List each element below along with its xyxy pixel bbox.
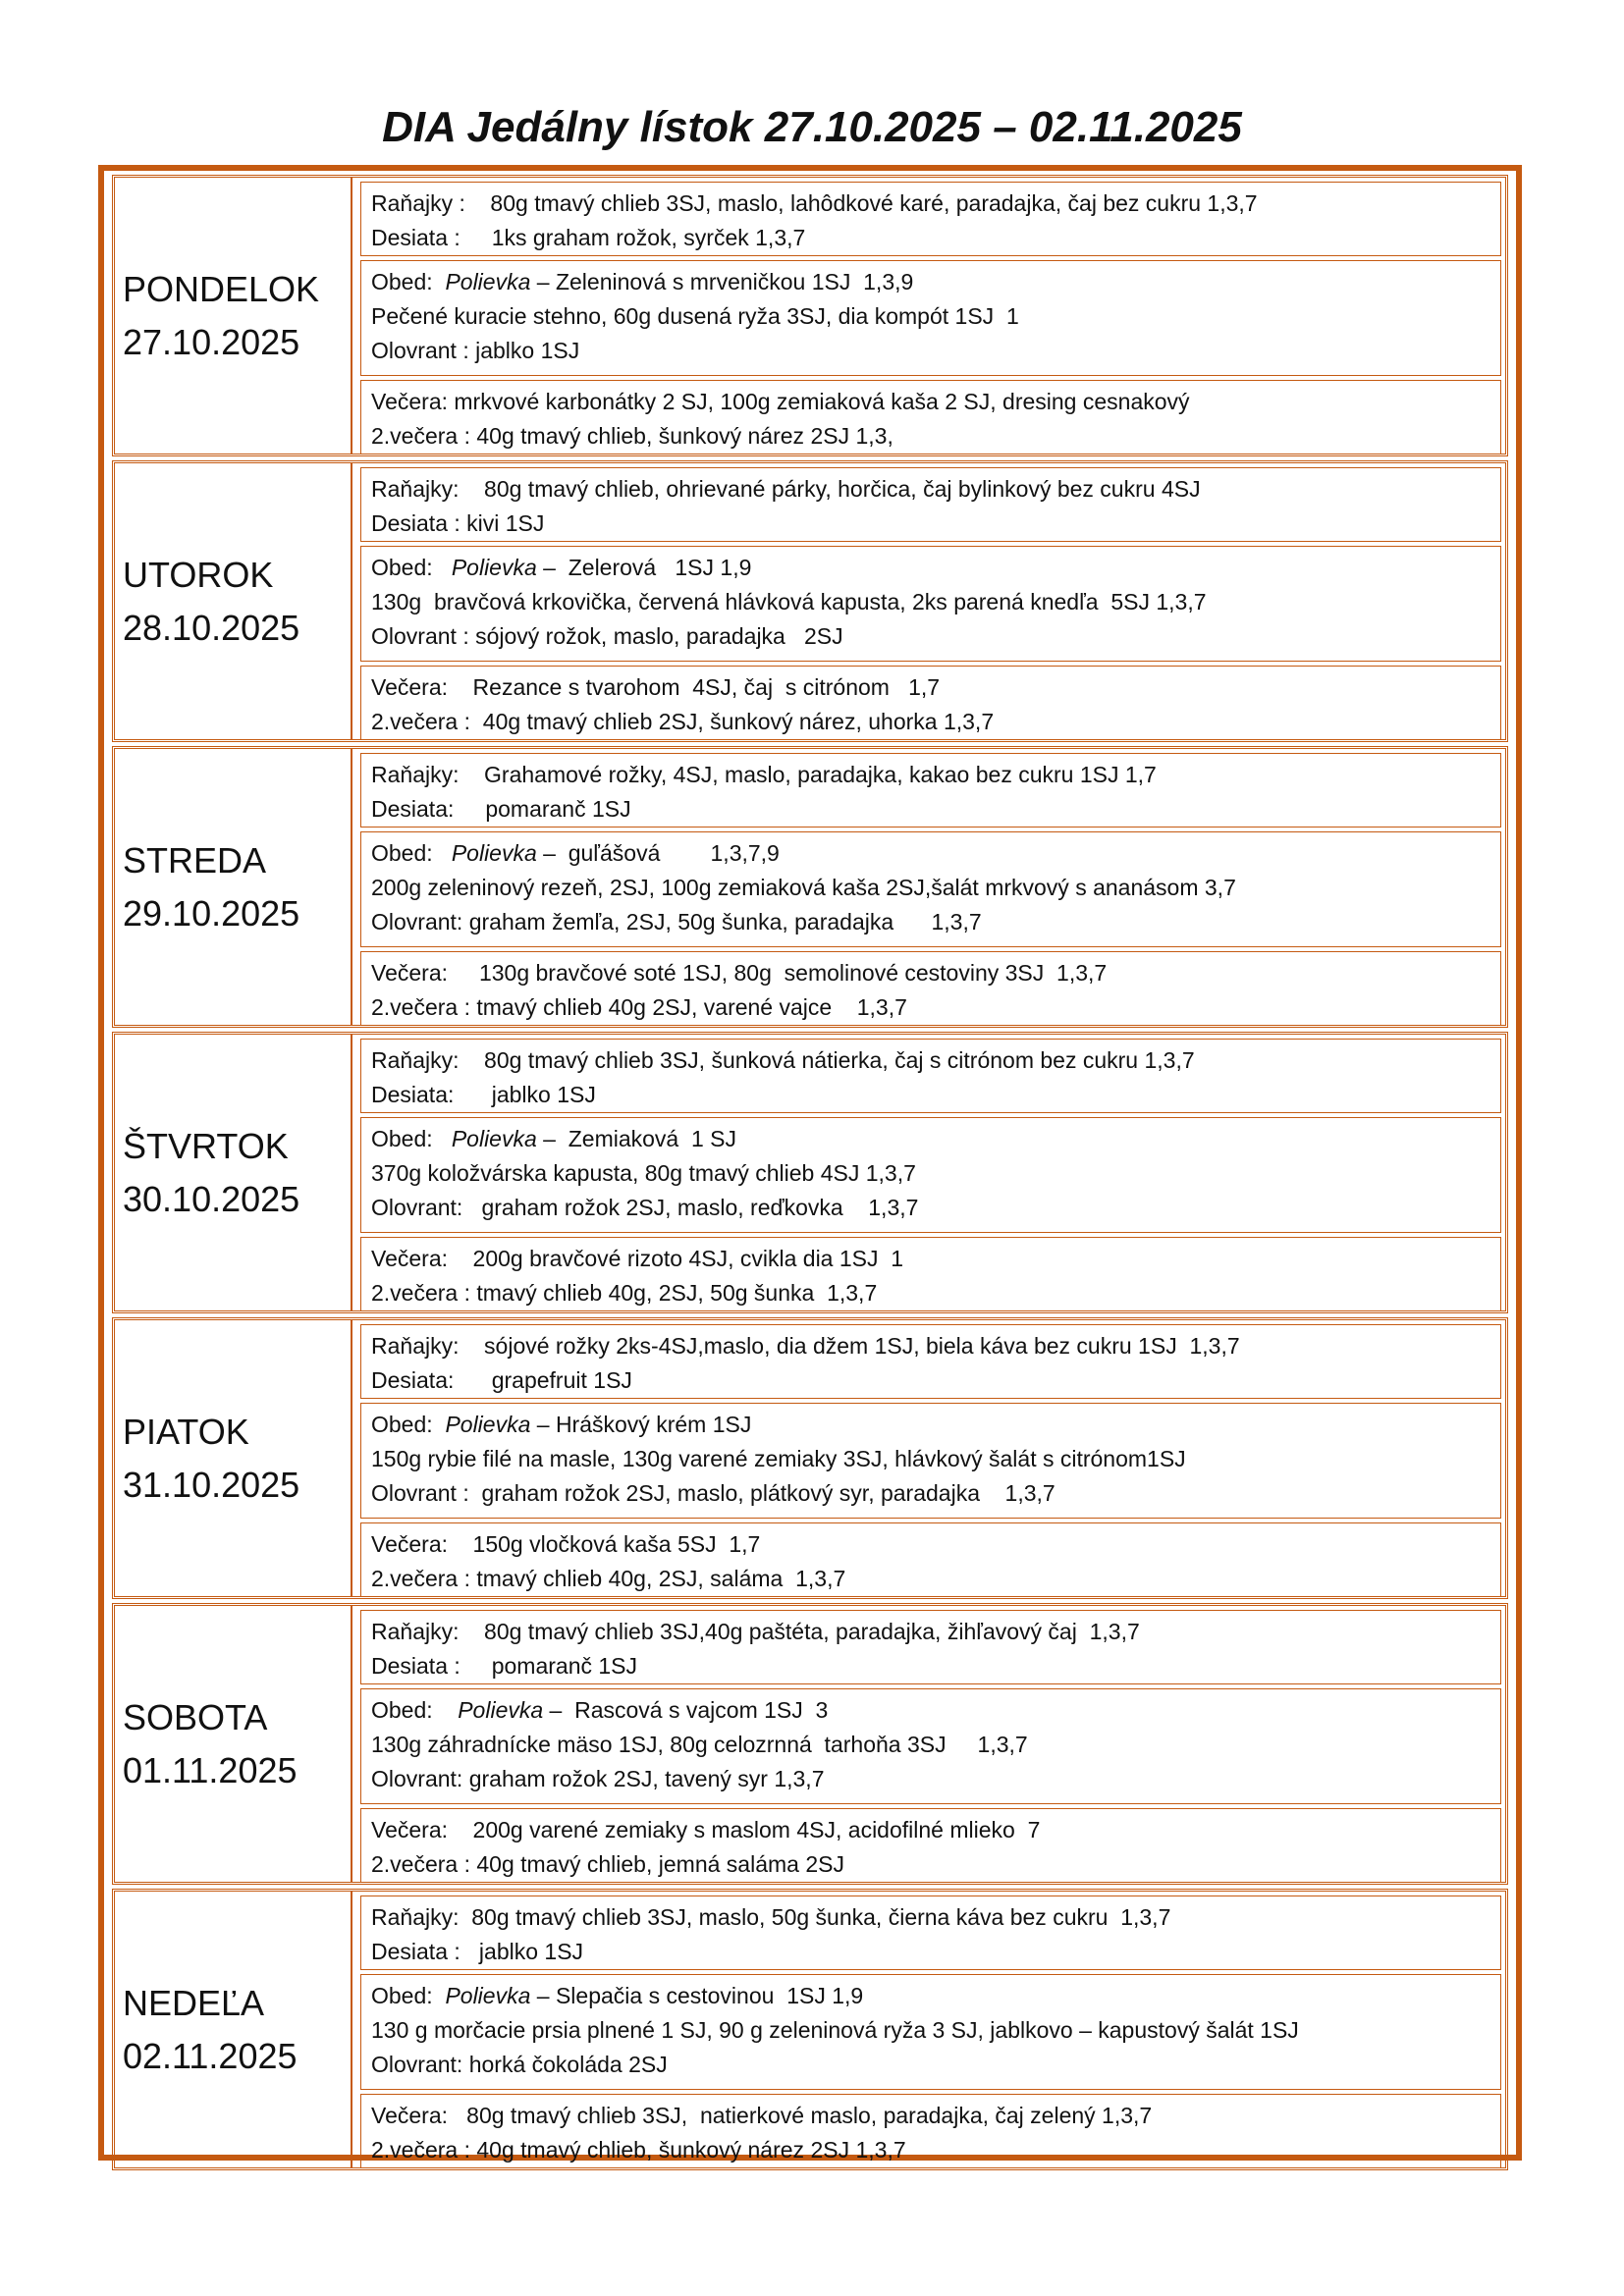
day-date: 27.10.2025 [123,321,300,362]
soup-name: – Zelerová 1SJ 1,9 [536,555,752,580]
day-date: 28.10.2025 [123,607,300,648]
lunch-soup-line [371,551,1490,585]
menu-title: DIA Jedálny lístok 27.10.2025 – 02.11.2025 [382,103,1242,151]
day-meals [356,1035,1505,1310]
lunch-prefix: Obed: [371,840,452,866]
meal-section [360,380,1501,454]
soup-name: – Slepačia s cestovinou 1SJ 1,9 [530,1983,864,2008]
day-block [112,1317,1508,1599]
snack-line: Desiata : jablko 1SJ [371,1939,584,1964]
day-date: 01.11.2025 [123,1749,298,1790]
day-meals [356,1892,1505,2167]
meal-section [360,546,1501,662]
meal-section [360,260,1501,376]
lunch-soup-line [371,1408,1490,1442]
lunch-prefix: Obed: [371,1983,446,2008]
second-dinner-line: 2.večera : 40g tmavý chlieb, šunkový nárez 2SJ 1,3,7 [371,2137,906,2163]
snack-line: Desiata : kivi 1SJ [371,510,545,536]
snack-line: Olovrant : sójový rožok, maslo, paradajka 2SJ [371,623,843,649]
snack-line: Olovrant: graham rožok 2SJ, maslo, reďkovka 1,3,7 [371,1195,919,1220]
lunch-main-course: 130 g morčacie prsia plnené 1 SJ, 90 g zeleninová ryža 3 SJ, jablkovo – kapustový šalát 1SJ [371,2017,1299,2043]
breakfast-line: Raňajky: 80g tmavý chlieb, ohrievané párky, horčica, čaj bylinkový bez cukru 4SJ [371,476,1201,502]
lunch-main-course: 200g zeleninový rezeň, 2SJ, 100g zemiaková kaša 2SJ,šalát mrkvový s ananásom 3,7 [371,875,1236,900]
meal-section [360,1974,1501,2090]
day-name: NEDEĽA [123,1982,265,2023]
snack-line: Olovrant: graham žemľa, 2SJ, 50g šunka, paradajka 1,3,7 [371,909,982,934]
snack-line: Olovrant: horká čokoláda 2SJ [371,2052,668,2077]
meal-section [360,1688,1501,1804]
second-dinner-line: 2.večera : tmavý chlieb 40g, 2SJ, 50g šunka 1,3,7 [371,1280,878,1306]
meal-section [360,1117,1501,1233]
soup-label: Polievka [445,1412,531,1437]
snack-line: Desiata: grapefruit 1SJ [371,1367,632,1393]
soup-label: Polievka [445,269,531,294]
meal-section [360,1324,1501,1399]
lunch-prefix: Obed: [371,555,452,580]
meal-section [360,1403,1501,1519]
soup-name: – Rascová s vajcom 1SJ 3 [543,1697,829,1723]
meal-section [360,1522,1501,1597]
dinner-line: Večera: 130g bravčové soté 1SJ, 80g semolinové cestoviny 3SJ 1,3,7 [371,960,1108,986]
meal-section [360,951,1501,1026]
dinner-line: Večera: Rezance s tvarohom 4SJ, čaj s citrónom 1,7 [371,674,941,700]
dinner-line: Večera: 200g bravčové rizoto 4SJ, cvikla dia 1SJ 1 [371,1246,904,1271]
lunch-prefix: Obed: [371,1412,446,1437]
soup-label: Polievka [445,1983,531,2008]
meal-section [360,1896,1501,1970]
soup-name: – Zeleninová s mrveničkou 1SJ 1,3,9 [530,269,914,294]
day-label [115,1035,352,1310]
day-date: 02.11.2025 [123,2035,298,2076]
soup-name: – Zemiaková 1 SJ [536,1126,737,1151]
breakfast-line: Raňajky: 80g tmavý chlieb 3SJ, šunková nátierka, čaj s citrónom bez cukru 1,3,7 [371,1047,1195,1073]
lunch-prefix: Obed: [371,1126,452,1151]
meal-section [360,831,1501,947]
second-dinner-line: 2.večera : 40g tmavý chlieb 2SJ, šunkový nárez, uhorka 1,3,7 [371,709,995,734]
meal-section [360,2094,1501,2168]
day-date: 30.10.2025 [123,1178,300,1219]
second-dinner-line: 2.večera : 40g tmavý chlieb, jemná saláma 2SJ [371,1851,844,1877]
breakfast-line: Raňajky: sójové rožky 2ks-4SJ,maslo, dia džem 1SJ, biela káva bez cukru 1SJ 1,3,7 [371,1333,1240,1359]
snack-line: Desiata: jablko 1SJ [371,1082,596,1107]
dinner-line: Večera: 80g tmavý chlieb 3SJ, natierkové maslo, paradajka, čaj zelený 1,3,7 [371,2103,1153,2128]
day-meals [356,1320,1505,1596]
snack-line: Olovrant : jablko 1SJ [371,338,580,363]
lunch-soup-line [371,1979,1490,2013]
day-block [112,1032,1508,1313]
day-label [115,1892,352,2167]
dinner-line: Večera: mrkvové karbonátky 2 SJ, 100g zemiaková kaša 2 SJ, dresing cesnakový [371,389,1190,414]
breakfast-line: Raňajky: 80g tmavý chlieb 3SJ,40g paštéta, paradajka, žihľavový čaj 1,3,7 [371,1619,1140,1644]
day-name: SOBOTA [123,1696,268,1737]
second-dinner-line: 2.večera : tmavý chlieb 40g, 2SJ, saláma 1,3,7 [371,1566,846,1591]
day-meals [356,178,1505,454]
day-name: PIATOK [123,1411,249,1452]
day-name: STREDA [123,839,267,881]
lunch-soup-line [371,836,1490,871]
day-label [115,463,352,739]
soup-name: – Hráškový krém 1SJ [530,1412,752,1437]
meal-section [360,1237,1501,1311]
second-dinner-line: 2.večera : tmavý chlieb 40g 2SJ, varené vajce 1,3,7 [371,994,907,1020]
dinner-line: Večera: 200g varené zemiaky s maslom 4SJ, acidofilné mlieko 7 [371,1817,1041,1842]
day-label [115,1320,352,1596]
day-label [115,178,352,454]
meal-section [360,467,1501,542]
breakfast-line: Raňajky: Grahamové rožky, 4SJ, maslo, paradajka, kakao bez cukru 1SJ 1,7 [371,762,1157,787]
day-name: UTOROK [123,554,274,595]
second-dinner-line: 2.večera : 40g tmavý chlieb, šunkový nárez 2SJ 1,3, [371,423,893,449]
soup-label: Polievka [451,555,537,580]
meal-section [360,753,1501,828]
day-block [112,175,1508,456]
snack-line: Olovrant: graham rožok 2SJ, tavený syr 1,3,7 [371,1766,825,1791]
meal-section [360,182,1501,256]
day-label [115,1606,352,1882]
day-meals [356,1606,1505,1882]
menu-table [98,165,1522,2161]
lunch-main-course: 370g koložvárska kapusta, 80g tmavý chlieb 4SJ 1,3,7 [371,1160,916,1186]
day-label [115,749,352,1025]
day-block [112,460,1508,742]
soup-label: Polievka [458,1697,544,1723]
meal-section [360,1808,1501,1883]
snack-line: Olovrant : graham rožok 2SJ, maslo, plátkový syr, paradajka 1,3,7 [371,1480,1056,1506]
day-meals [356,749,1505,1025]
lunch-main-course: 150g rybie filé na masle, 130g varené zemiaky 3SJ, hlávkový šalát s citrónom1SJ [371,1446,1186,1471]
day-block [112,1889,1508,2170]
lunch-soup-line [371,1122,1490,1156]
day-date: 29.10.2025 [123,892,300,934]
breakfast-line: Raňajky: 80g tmavý chlieb 3SJ, maslo, 50g šunka, čierna káva bez cukru 1,3,7 [371,1904,1171,1930]
snack-line: Desiata : 1ks graham rožok, syrček 1,3,7 [371,225,806,250]
snack-line: Desiata : pomaranč 1SJ [371,1653,638,1679]
day-block [112,746,1508,1028]
breakfast-line: Raňajky : 80g tmavý chlieb 3SJ, maslo, lahôdkové karé, paradajka, čaj bez cukru 1,3,7 [371,190,1258,216]
lunch-soup-line [371,265,1490,299]
day-name: PONDELOK [123,268,320,309]
soup-name: – guľášová 1,3,7,9 [536,840,780,866]
day-name: ŠTVRTOK [123,1125,289,1166]
lunch-soup-line [371,1693,1490,1728]
day-meals [356,463,1505,739]
lunch-main-course: 130g záhradnícke mäso 1SJ, 80g celozrnná tarhoňa 3SJ 1,3,7 [371,1732,1028,1757]
lunch-main-course: Pečené kuracie stehno, 60g dusená ryža 3SJ, dia kompót 1SJ 1 [371,303,1019,329]
soup-label: Polievka [451,1126,537,1151]
snack-line: Desiata: pomaranč 1SJ [371,796,631,822]
lunch-prefix: Obed: [371,1697,459,1723]
meal-section [360,1610,1501,1684]
dinner-line: Večera: 150g vločková kaša 5SJ 1,7 [371,1531,761,1557]
lunch-prefix: Obed: [371,269,446,294]
lunch-main-course: 130g bravčová krkovička, červená hlávková kapusta, 2ks parená knedľa 5SJ 1,3,7 [371,589,1207,614]
meal-section [360,666,1501,740]
day-block [112,1603,1508,1885]
soup-label: Polievka [451,840,537,866]
meal-section [360,1039,1501,1113]
day-date: 31.10.2025 [123,1464,300,1505]
